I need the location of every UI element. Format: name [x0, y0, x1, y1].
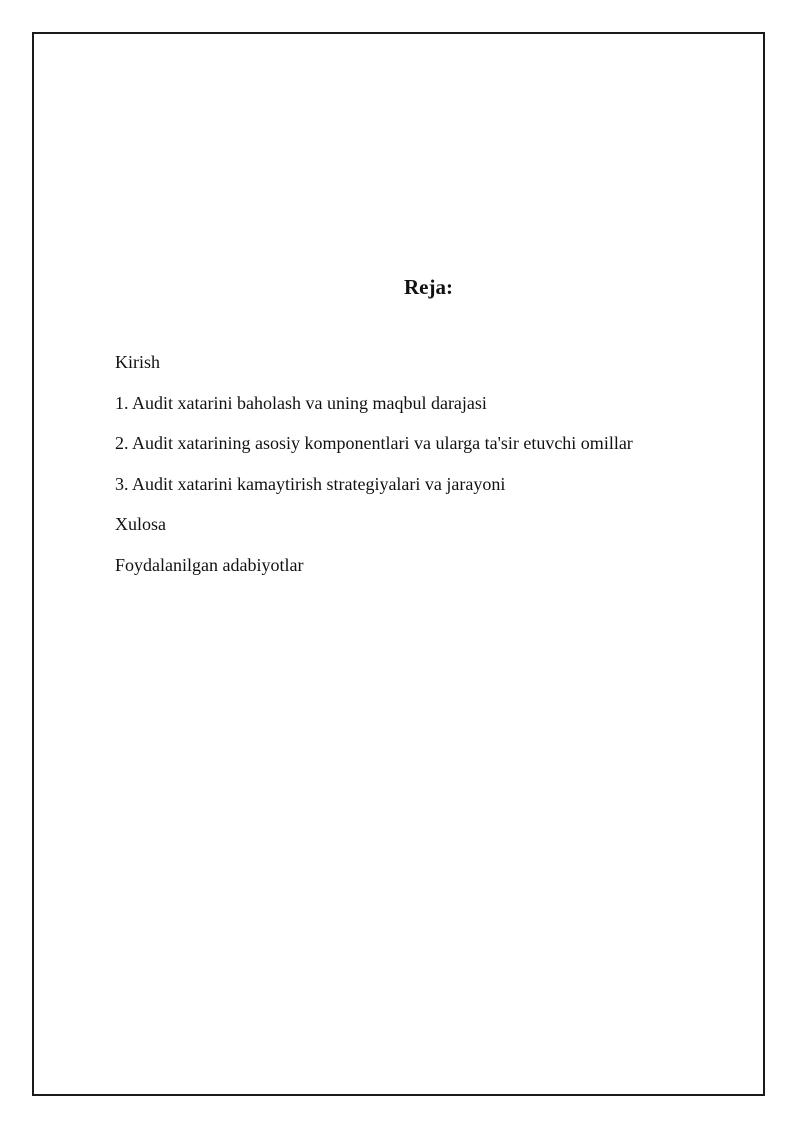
toc-item-introduction: Kirish	[115, 352, 160, 372]
document-title: Reja:	[404, 275, 453, 299]
toc-item-conclusion: Xulosa	[115, 514, 166, 534]
toc-item-chapter-3: 3. Audit xatarini kamaytirish strategiyalari va jarayoni	[115, 473, 506, 494]
toc-item-chapter-1: 1. Audit xatarini baholash va uning maqbul darajasi	[115, 392, 487, 413]
toc-item-chapter-2: 2. Audit xatarining asosiy komponentlari va ularga ta'sir etuvchi omillar	[115, 433, 633, 453]
table-of-contents	[115, 348, 633, 591]
toc-item-references: Foydalanilgan adabiyotlar	[115, 554, 304, 575]
